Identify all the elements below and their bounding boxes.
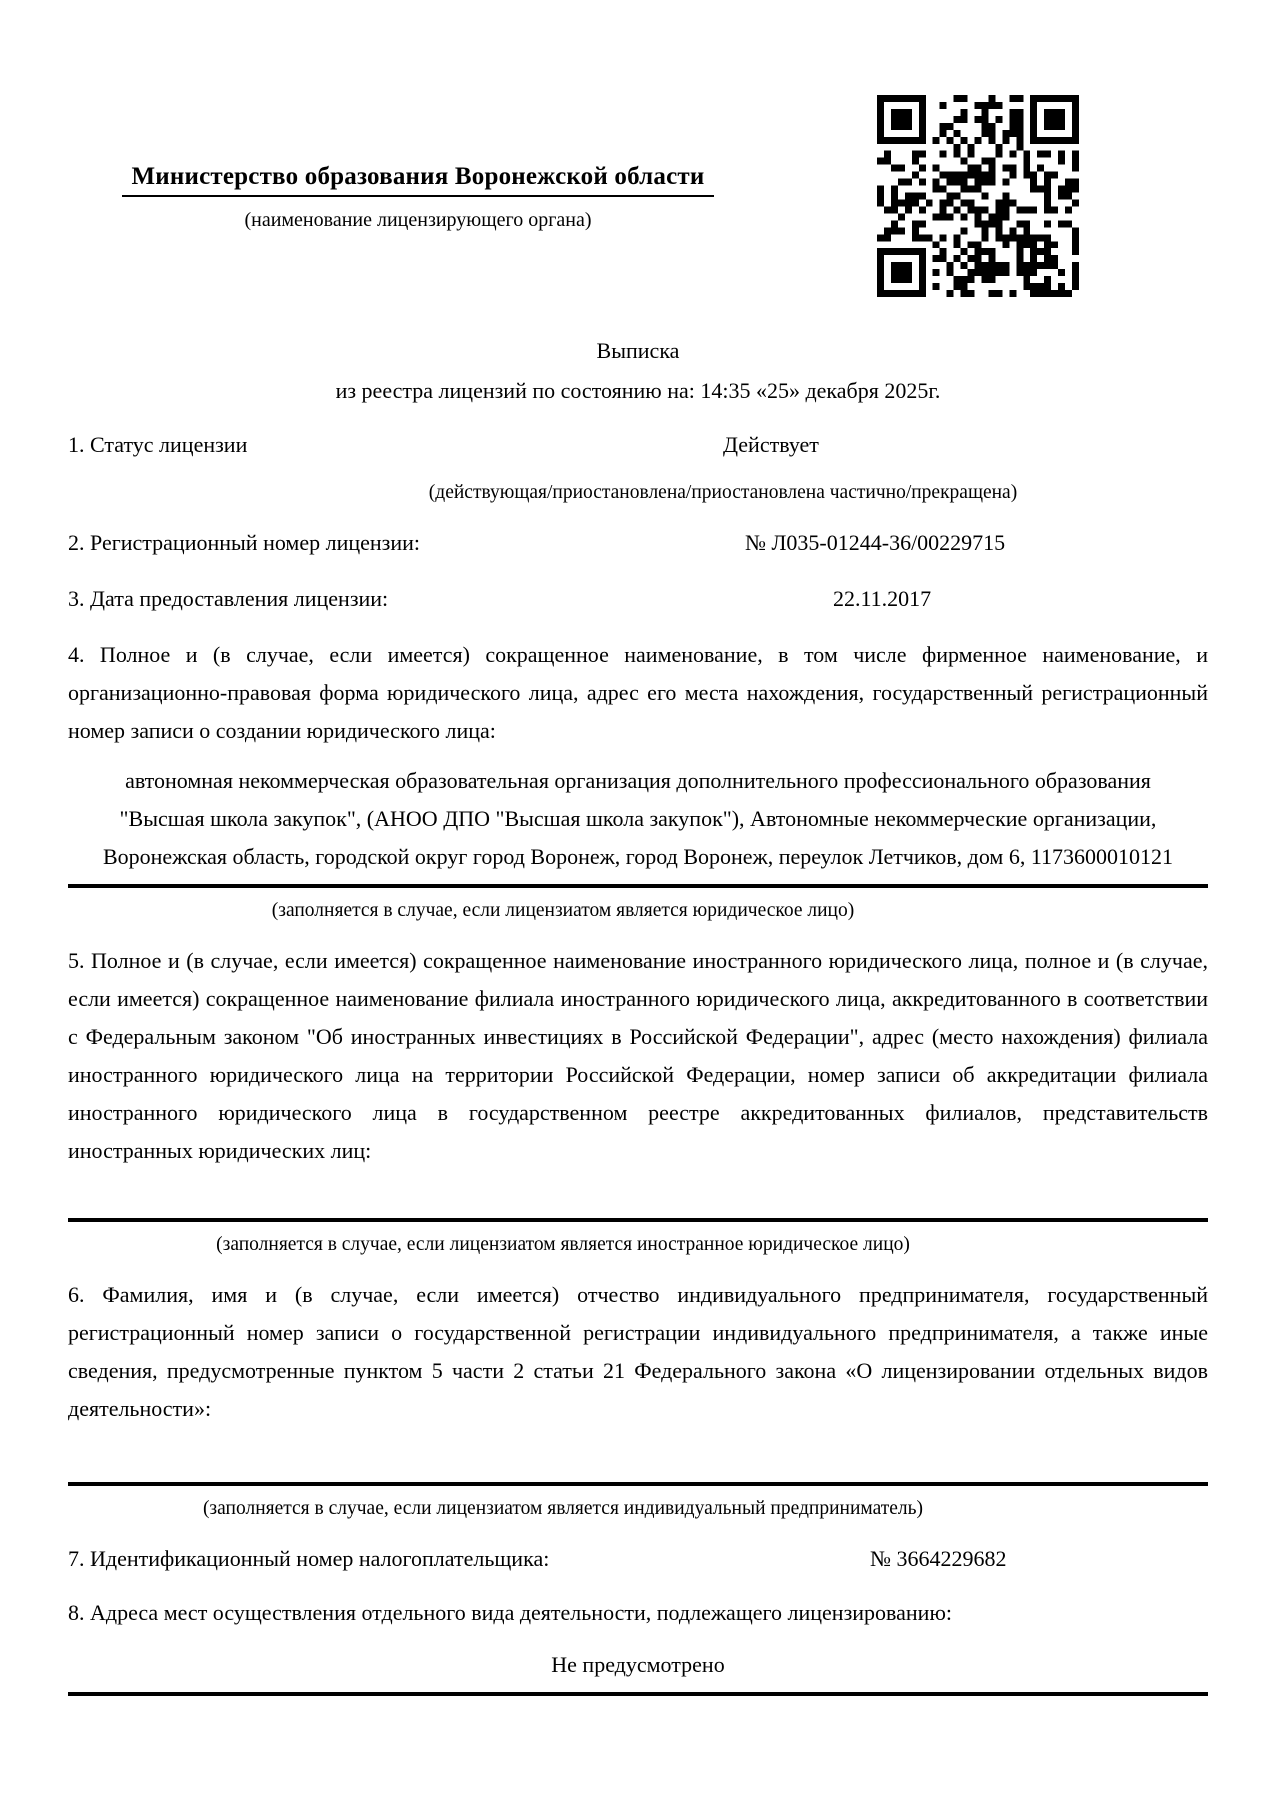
inn-label: 7. Идентификационный номер налогоплательщика: (68, 1546, 550, 1571)
item8-value: Не предусмотрено (551, 1652, 725, 1677)
field-license-status (68, 432, 1208, 462)
field-inn (68, 1546, 1208, 1576)
license-status-caption: (действующая/приостановлена/приостановлена частично/прекращена) (428, 482, 1018, 503)
item5-caption: (заполняется в случае, если лицензиатом является иностранное юридическое лицо) (216, 1234, 910, 1255)
licensing-authority-block (68, 55, 768, 232)
registration-number-value: № Л035-01244-36/00229715 (745, 530, 1006, 555)
document-subtitle: из реестра лицензий по состоянию на: 14:35 «25» декабря 2025г. (335, 378, 941, 403)
divider-after-item6 (68, 1482, 1208, 1486)
item5-text: 5. Полное и (в случае, если имеется) сокращенное наименование иностранного юридического лица, полное и (в случае, если имеется) сокращенное наименование филиала иностранного юридического лица, аккредитованного в соответствии с Федеральным законом "Об иностранных инвестициях в Российской Федерации", адрес (место нахождения) филиала иностранного юридического лица на территории Российской Федерации, номер записи об аккредитации филиала иностранного юридического лица в государственном реестре аккредитованных филиалов, представительств иностранных юридических лиц: (68, 948, 1208, 1163)
document-title: Выписка (596, 338, 680, 363)
grant-date-label: 3. Дата предоставления лицензии: (68, 586, 389, 611)
qr-code (877, 95, 1079, 297)
item4-caption: (заполняется в случае, если лицензиатом является юридическое лицо) (271, 900, 855, 921)
field-grant-date (68, 586, 1208, 616)
licensing-authority-caption: (наименование лицензирующего органа) (244, 209, 592, 231)
registration-number-label: 2. Регистрационный номер лицензии: (68, 530, 421, 555)
license-status-label: 1. Статус лицензии (68, 432, 248, 457)
grant-date-value: 22.11.2017 (833, 586, 932, 611)
inn-value: № 3664229682 (870, 1546, 1007, 1571)
item6-text: 6. Фамилия, имя и (в случае, если имеется) отчество индивидуального предпринимателя, государственный регистрационный номер записи о государственной регистрации индивидуального предпринимателя, а также иные сведения, предусмотренные пунктом 5 части 2 статьи 21 Федерального закона «О лицензировании отдельных видов деятельности»: (68, 1282, 1208, 1421)
item4-text: 4. Полное и (в случае, если имеется) сокращенное наименование, в том числе фирменное наименование, и организационно-правовая форма юридического лица, адрес его места нахождения, государственный регистрационный номер записи о создании юридического лица: (68, 642, 1208, 743)
item8-label: 8. Адреса мест осуществления отдельного вида деятельности, подлежащего лицензированию: (68, 1600, 952, 1625)
divider-after-item4 (68, 884, 1208, 888)
license-status-value: Действует (723, 432, 819, 457)
document-header (68, 55, 1208, 310)
item6-caption: (заполняется в случае, если лицензиатом является индивидуальный предприниматель) (202, 1498, 924, 1519)
field-registration-number (68, 530, 1208, 560)
licensing-authority-name: Министерство образования Воронежской области (122, 163, 715, 197)
item4-licensee-name: автономная некоммерческая образовательная организация дополнительного профессионального образования "Высшая школа закупок", (АНОО ДПО "Высшая школа закупок"), Автономные некоммерческие организации, Воронежская область, городской округ город Воронеж, город Воронеж, переулок Летчиков, дом 6, 1173600010121 (102, 768, 1174, 869)
divider-after-item5 (68, 1218, 1208, 1222)
divider-after-item8 (68, 1692, 1208, 1696)
